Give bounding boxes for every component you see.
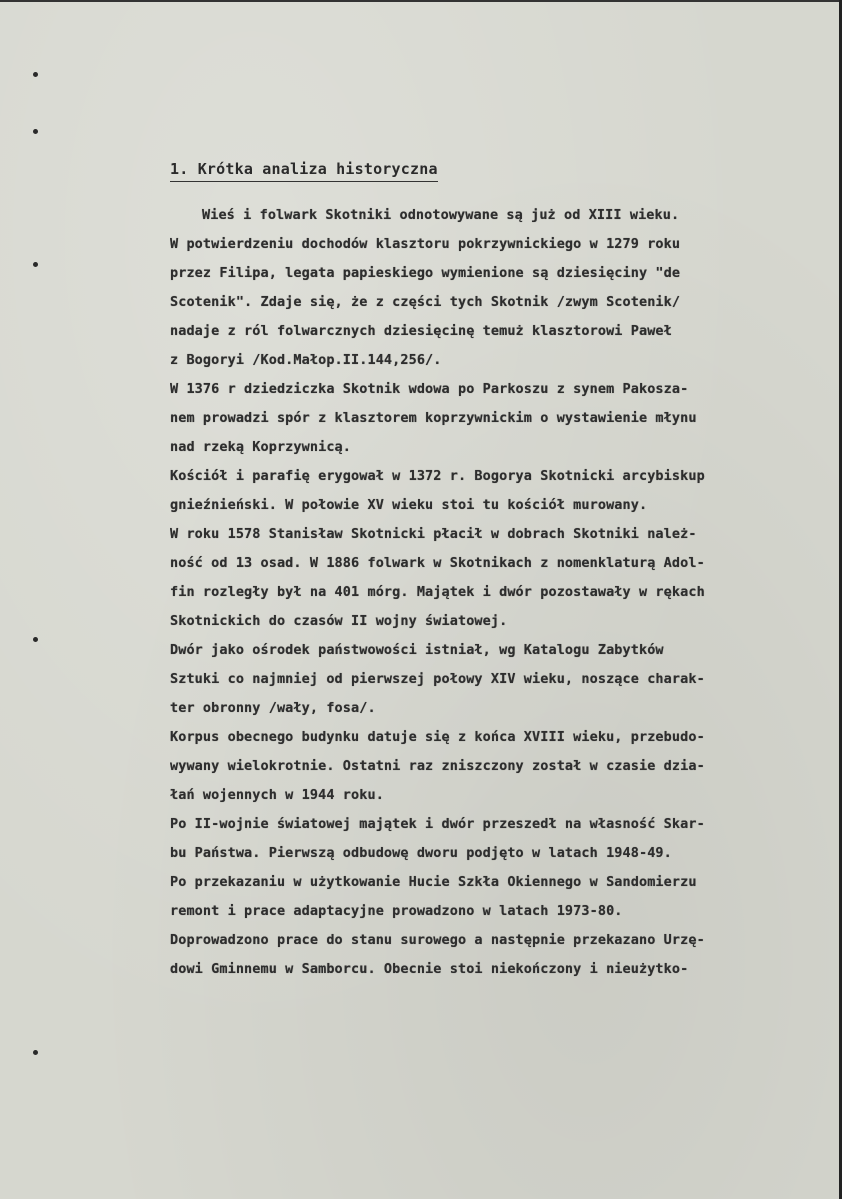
text-line: Korpus obecnego budynku datuje się z końca XVIII wieku, przebudo- — [170, 729, 705, 745]
text-line: remont i prace adaptacyjne prowadzono w latach 1973-80. — [170, 903, 623, 919]
text-line: wywany wielokrotnie. Ostatni raz zniszczony został w czasie dzia- — [170, 758, 705, 774]
binder-hole-mark — [33, 129, 38, 134]
text-line: nem prowadzi spór z klasztorem koprzywnickim o wystawienie młynu — [170, 410, 697, 426]
text-line: nadaje z ról folwarcznych dziesięcinę temuż klasztorowi Paweł — [170, 323, 672, 339]
text-line: Doprowadzono prace do stanu surowego a następnie przekazano Urzę- — [170, 932, 705, 948]
text-line: przez Filipa, legata papieskiego wymienione są dziesięciny "de — [170, 265, 681, 281]
text-line: Wieś i folwark Skotniki odnotowywane są już od XIII wieku. — [202, 207, 680, 223]
section-heading: 1. Krótka analiza historyczna — [170, 158, 438, 182]
text-line: fin rozległy był na 401 mórg. Majątek i dwór pozostawały w rękach — [170, 584, 705, 600]
document-body — [170, 201, 842, 984]
text-line: dowi Gminnemu w Samborcu. Obecnie stoi niekończony i nieużytko- — [170, 961, 689, 977]
text-line: z Bogoryi /Kod.Małop.II.144,256/. — [170, 352, 442, 368]
text-line: Kościół i parafię erygował w 1372 r. Bogorya Skotnicki arcybiskup — [170, 468, 705, 484]
text-line: Po przekazaniu w użytkowanie Hucie Szkła Okiennego w Sandomierzu — [170, 874, 697, 890]
text-line: Skotnickich do czasów II wojny światowej. — [170, 613, 508, 629]
text-line: Po II-wojnie światowej majątek i dwór przeszedł na własność Skar- — [170, 816, 705, 832]
binder-hole-mark — [33, 262, 38, 267]
text-line: gnieźnieński. W połowie XV wieku stoi tu kościół murowany. — [170, 497, 648, 513]
binder-hole-mark — [33, 72, 38, 77]
text-line: W roku 1578 Stanisław Skotnicki płacił w dobrach Skotniki należ- — [170, 526, 697, 542]
text-line: Dwór jako ośrodek państwowości istniał, wg Katalogu Zabytków — [170, 642, 664, 658]
text-line: nad rzeką Koprzywnicą. — [170, 439, 352, 455]
text-line: Scotenik". Zdaje się, że z części tych Skotnik /zwym Scotenik/ — [170, 294, 681, 310]
page-edge-top — [0, 0, 842, 2]
text-line: W potwierdzeniu dochodów klasztoru pokrzywnickiego w 1279 roku — [170, 236, 681, 252]
binder-hole-mark — [33, 637, 38, 642]
text-line: bu Państwa. Pierwszą odbudowę dworu podjęto w latach 1948-49. — [170, 845, 672, 861]
binder-hole-mark — [33, 1050, 38, 1055]
text-line: łań wojennych w 1944 roku. — [170, 787, 384, 803]
text-line: W 1376 r dziedziczka Skotnik wdowa po Parkoszu z synem Pakosza- — [170, 381, 689, 397]
text-line: ność od 13 osad. W 1886 folwark w Skotnikach z nomenklaturą Adol- — [170, 555, 705, 571]
text-line: Sztuki co najmniej od pierwszej połowy XIV wieku, noszące charak- — [170, 671, 705, 687]
text-line: ter obronny /wały, fosa/. — [170, 700, 376, 716]
